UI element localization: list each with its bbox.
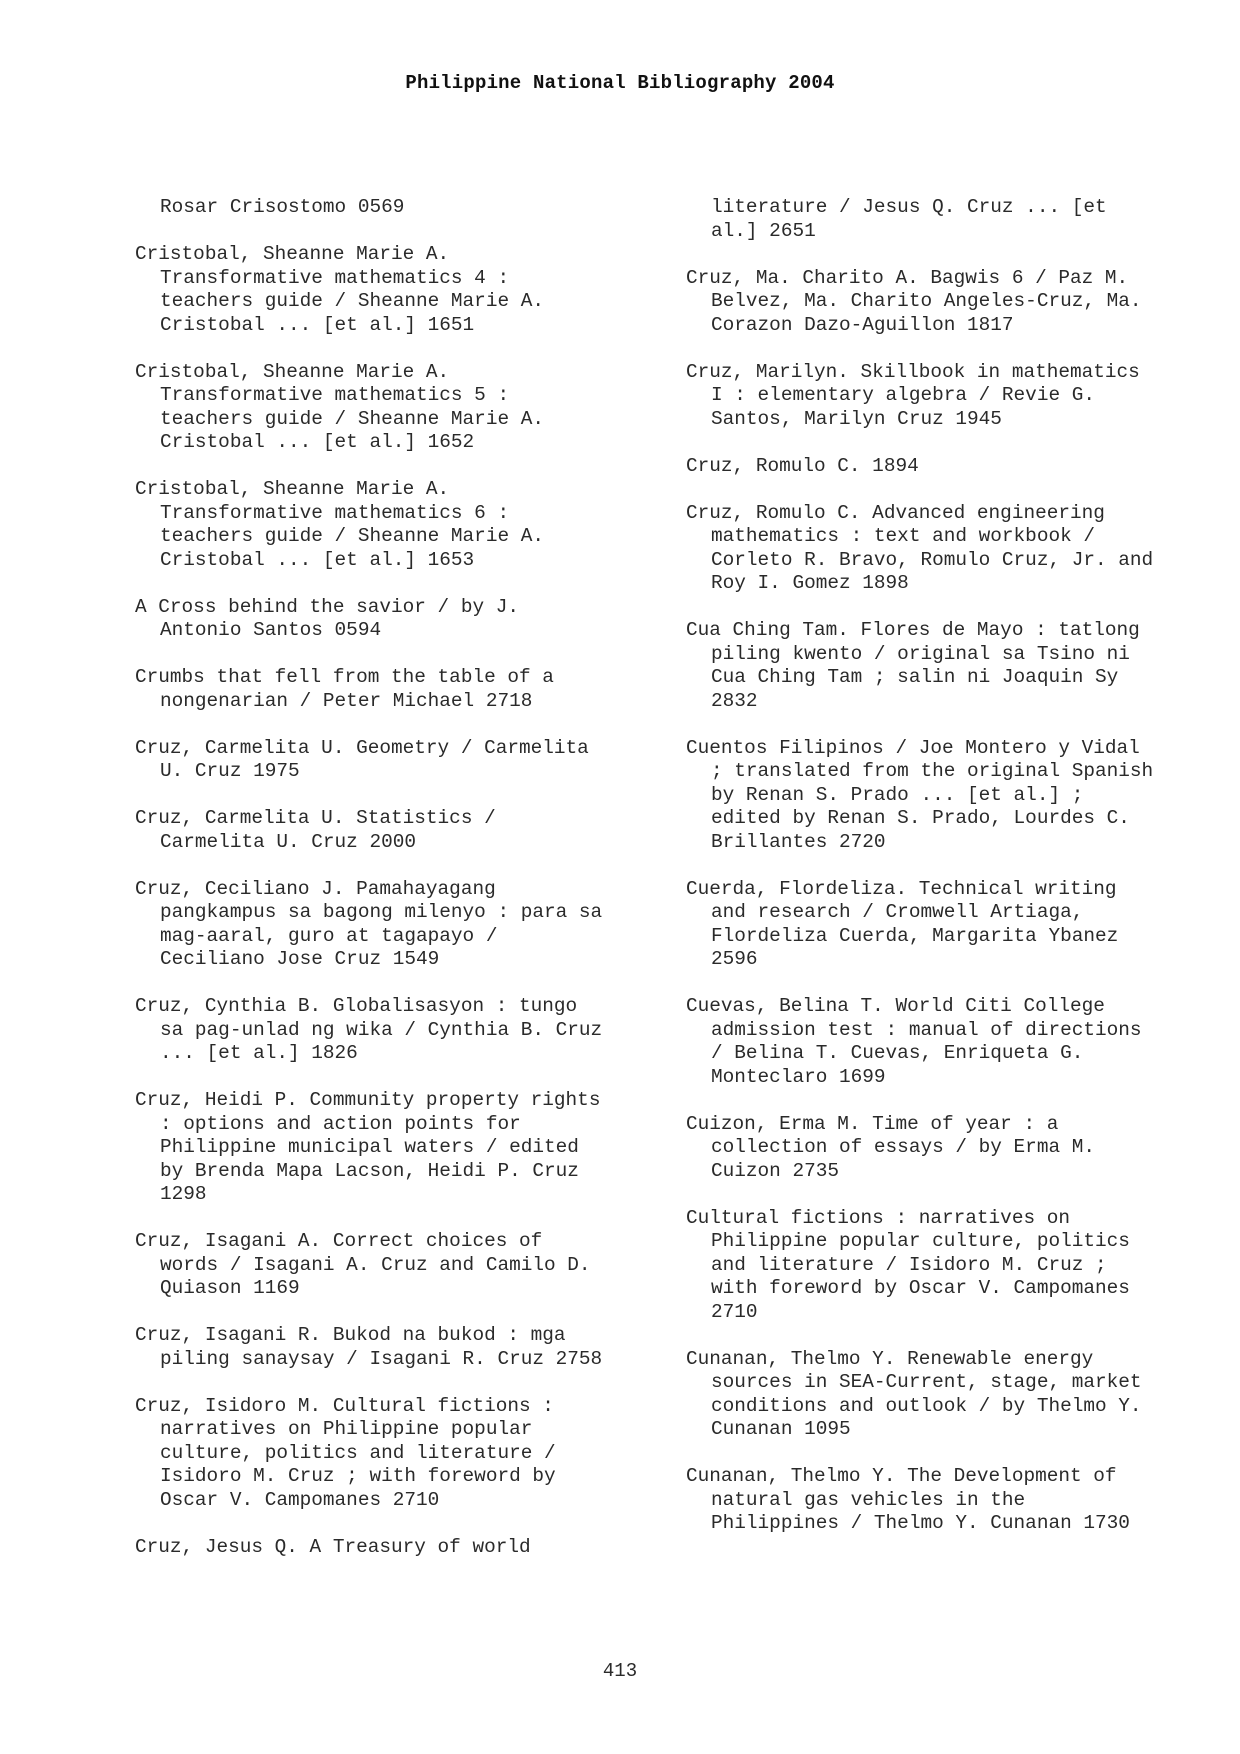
bibliography-entry: Cruz, Heidi P. Community property rights : options and action points for Philippine municipal waters / edited by Brenda Mapa Lacson, Heidi P. Cruz 1298 bbox=[135, 1089, 601, 1205]
bibliography-entry: Rosar Crisostomo 0569 bbox=[160, 196, 405, 218]
bibliography-entry: Cuevas, Belina T. World Citi College admission test : manual of directions / Belina T. Cuevas, Enriqueta G. Monteclaro 1699 bbox=[686, 995, 1142, 1088]
bibliography-entry: Crumbs that fell from the table of a nongenarian / Peter Michael 2718 bbox=[135, 666, 554, 712]
page-number: 413 bbox=[602, 1660, 638, 1682]
bibliography-entry: Cuentos Filipinos / Joe Montero y Vidal ; translated from the original Spanish by Renan S. Prado ... [et al.] ; edited by Renan S. Prado, Lourdes C. Brillantes 2720 bbox=[686, 736, 1154, 853]
bibliography-entry: Cuerda, Flordeliza. Technical writing and research / Cromwell Artiaga, Flordeliza Cuerda, Margarita Ybanez 2596 bbox=[686, 877, 1119, 970]
bibliography-entry: Cua Ching Tam. Flores de Mayo : tatlong piling kwento / original sa Tsino ni Cua Ching Tam ; salin ni Joaquin Sy 2832 bbox=[686, 619, 1140, 712]
bibliography-entry: Cruz, Jesus Q. A Treasury of world bbox=[135, 1535, 531, 1558]
bibliography-entry: A Cross behind the savior / by J. Antonio Santos 0594 bbox=[135, 595, 519, 641]
bibliography-entry: Cultural fictions : narratives on Philippine popular culture, politics and literature / Isidoro M. Cruz ; with foreword by Oscar V. Campomanes 2710 bbox=[686, 1206, 1130, 1323]
bibliography-entry: Cruz, Romulo C. 1894 bbox=[686, 454, 919, 477]
bibliography-entry: Cristobal, Sheanne Marie A. Transformative mathematics 6 : teachers guide / Sheanne Marie A. Cristobal ... [et al.] 1653 bbox=[135, 478, 544, 571]
bibliography-entry: Cunanan, Thelmo Y. The Development of natural gas vehicles in the Philippines / Thelmo Y. Cunanan 1730 bbox=[686, 1465, 1130, 1534]
bibliography-entry: Cruz, Isagani R. Bukod na bukod : mga piling sanaysay / Isagani R. Cruz 2758 bbox=[135, 1324, 603, 1370]
bibliography-entry: Cristobal, Sheanne Marie A. Transformative mathematics 4 : teachers guide / Sheanne Marie A. Cristobal ... [et al.] 1651 bbox=[135, 243, 544, 336]
left-column bbox=[135, 196, 655, 1583]
bibliography-entry: Cunanan, Thelmo Y. Renewable energy sources in SEA-Current, stage, market conditions and outlook / by Thelmo Y. Cunanan 1095 bbox=[686, 1347, 1142, 1440]
bibliography-entry: Cruz, Ma. Charito A. Bagwis 6 / Paz M. Belvez, Ma. Charito Angeles-Cruz, Ma. Corazon Dazo-Aguillon 1817 bbox=[686, 266, 1142, 336]
bibliography-entry: Cruz, Carmelita U. Geometry / Carmelita U. Cruz 1975 bbox=[135, 736, 589, 782]
bibliography-entry: Cristobal, Sheanne Marie A. Transformative mathematics 5 : teachers guide / Sheanne Marie A. Cristobal ... [et al.] 1652 bbox=[135, 360, 544, 453]
bibliography-entry: literature / Jesus Q. Cruz ... [et al.] 2651 bbox=[711, 196, 1107, 242]
bibliography-entry: Cruz, Isidoro M. Cultural fictions : narratives on Philippine popular culture, politics and literature / Isidoro M. Cruz ; with foreword by Oscar V. Campomanes 2710 bbox=[135, 1394, 556, 1511]
bibliography-entry: Cruz, Carmelita U. Statistics / Carmelita U. Cruz 2000 bbox=[135, 807, 496, 853]
bibliography-entry: Cruz, Romulo C. Advanced engineering mathematics : text and workbook / Corleto R. Bravo, Romulo Cruz, Jr. and Roy I. Gomez 1898 bbox=[686, 501, 1154, 594]
bibliography-entry: Cruz, Cynthia B. Globalisasyon : tungo sa pag-unlad ng wika / Cynthia B. Cruz ... [et al.] 1826 bbox=[135, 995, 603, 1064]
bibliography-entry: Cuizon, Erma M. Time of year : a collection of essays / by Erma M. Cuizon 2735 bbox=[686, 1112, 1095, 1182]
bibliography-entry: Cruz, Isagani A. Correct choices of words / Isagani A. Cruz and Camilo D. Quiason 1169 bbox=[135, 1230, 591, 1299]
bibliography-entry: Cruz, Marilyn. Skillbook in mathematics I : elementary algebra / Revie G. Santos, Marilyn Cruz 1945 bbox=[686, 360, 1140, 430]
page-title: Philippine National Bibliography 2004 bbox=[405, 72, 835, 94]
right-column bbox=[686, 196, 1206, 1559]
bibliography-entry: Cruz, Ceciliano J. Pamahayagang pangkampus sa bagong milenyo : para sa mag-aaral, guro at tagapayo / Ceciliano Jose Cruz 1549 bbox=[135, 877, 603, 970]
